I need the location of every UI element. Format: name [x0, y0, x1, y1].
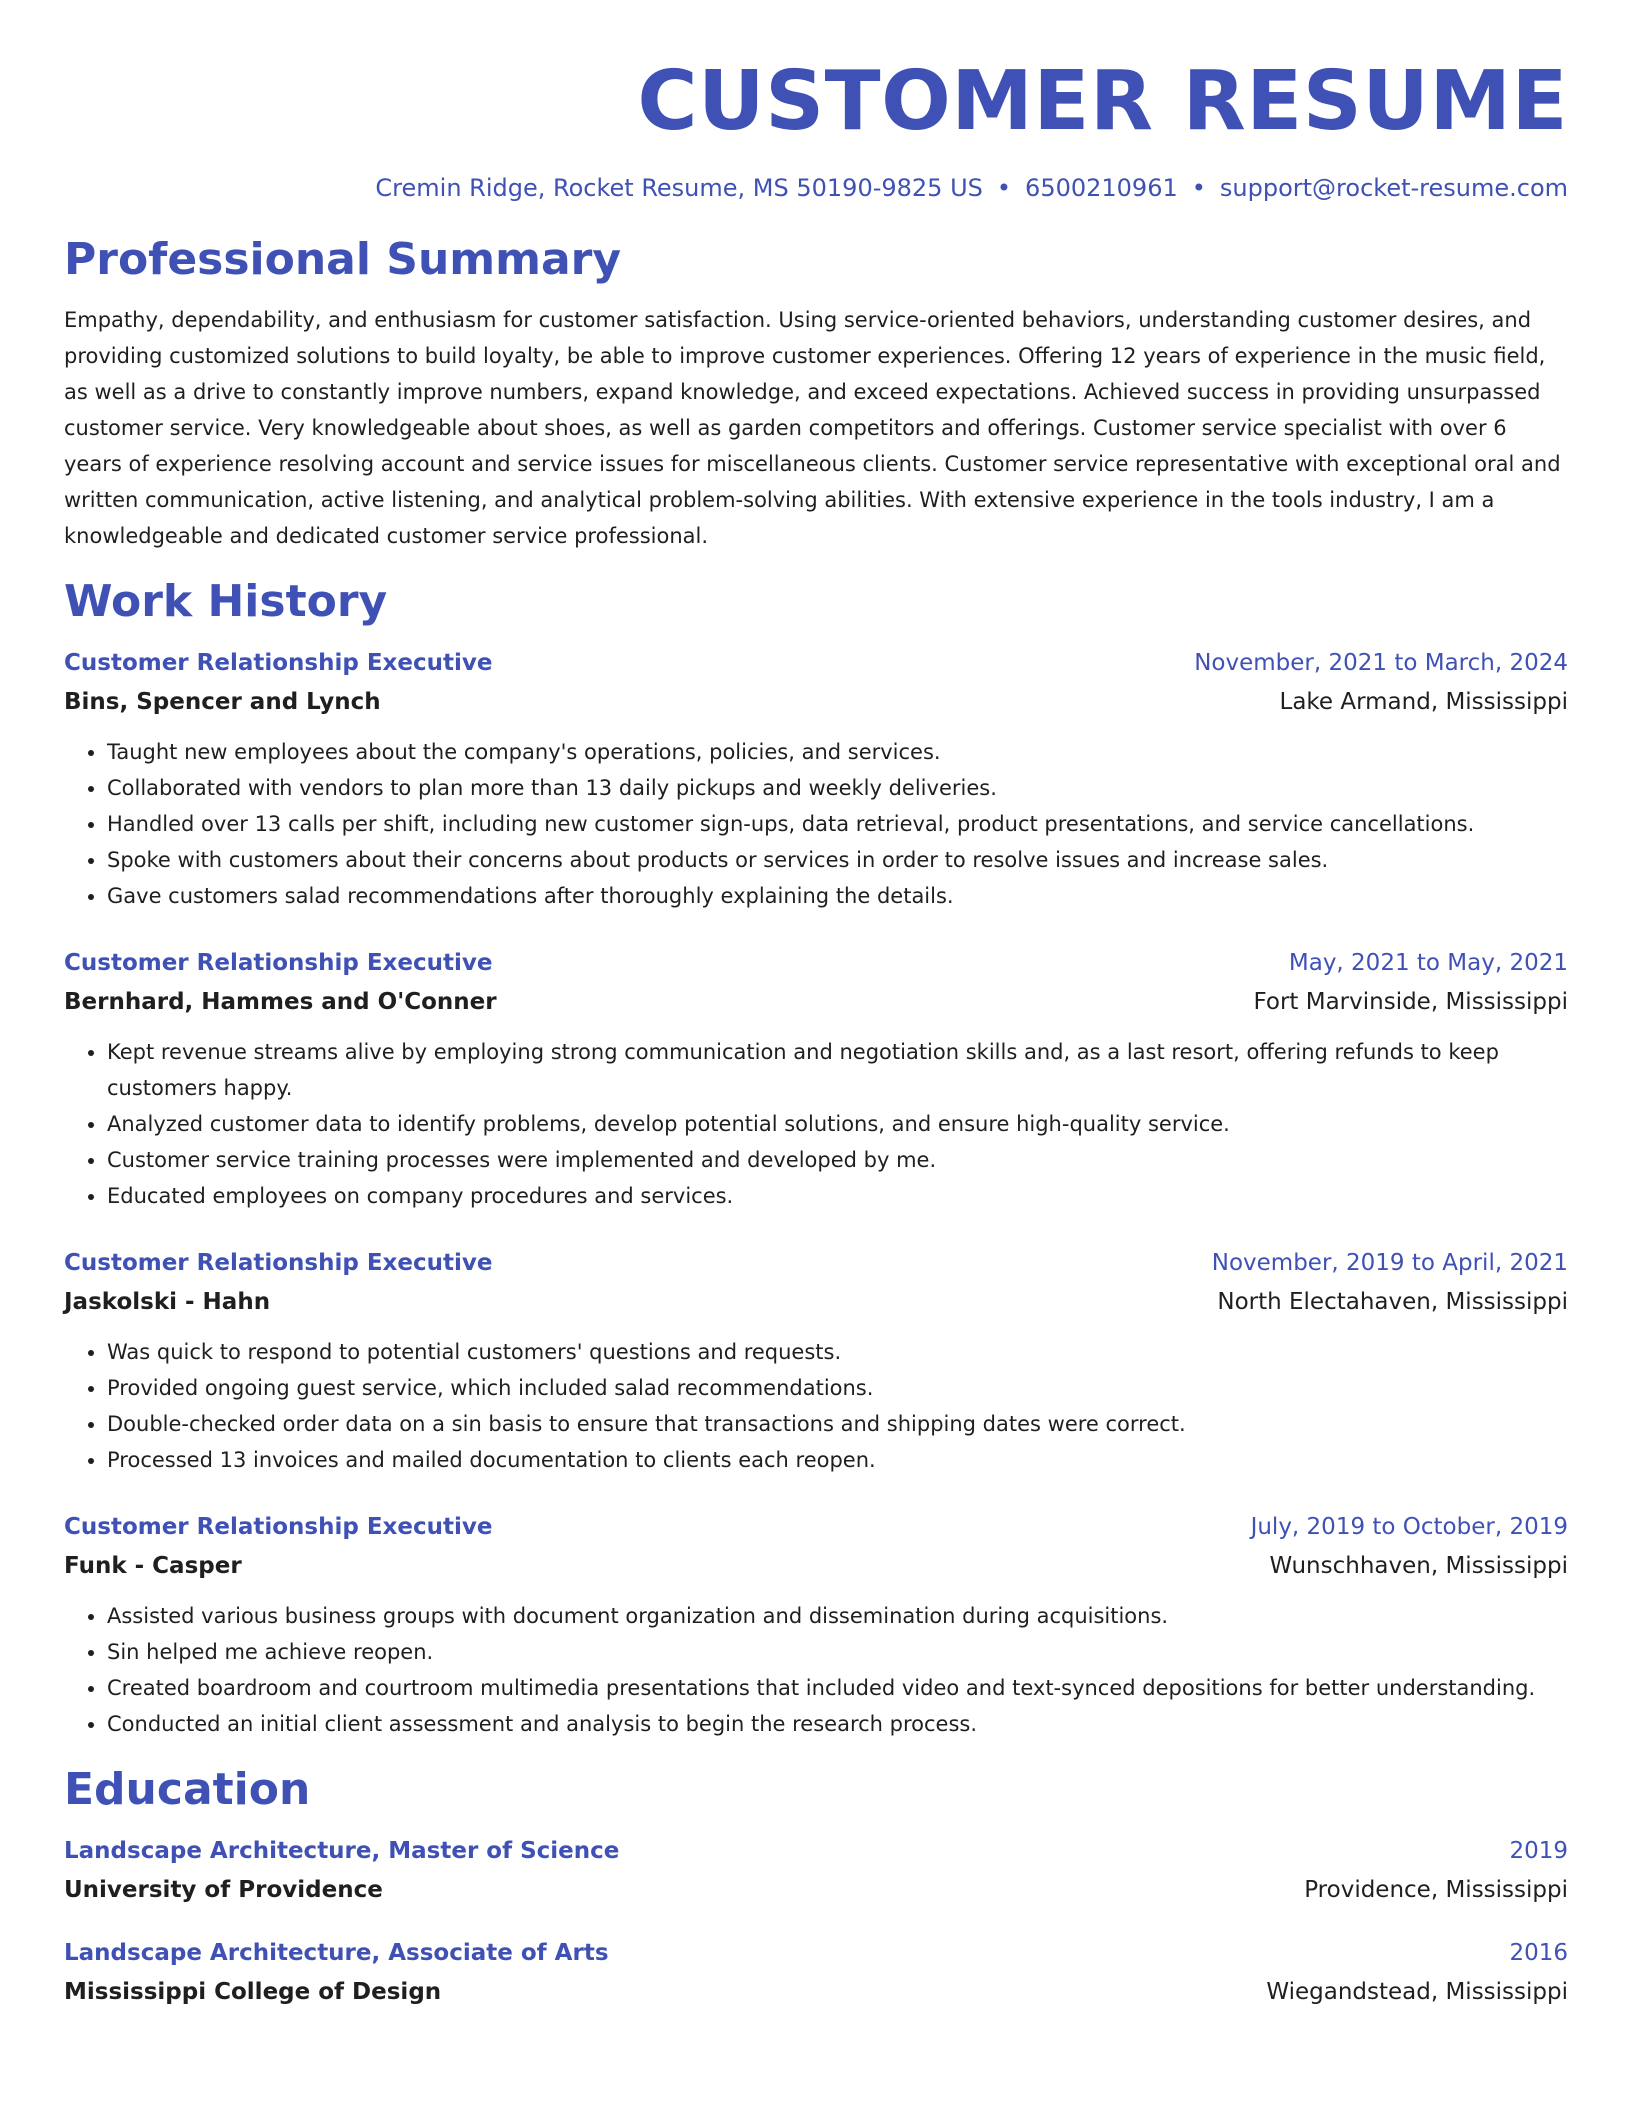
- education-year: 2019: [1509, 1838, 1568, 1864]
- job-title: Customer Relationship Executive: [64, 650, 493, 676]
- education-degree-row: [64, 1934, 1568, 1972]
- job-bullet: • Analyzed customer data to identify problems, develop potential solutions, and ensure high-quality service.: [107, 1106, 1568, 1142]
- job-dates: November, 2021 to March, 2024: [1194, 650, 1568, 676]
- job-entry: [64, 644, 1568, 914]
- professional-summary-section: [64, 232, 1568, 554]
- job-company-row: [64, 1282, 1568, 1322]
- section-title-summary: Professional Summary: [64, 234, 622, 285]
- summary-text: Empathy, dependability, and enthusiasm for customer satisfaction. Using service-oriented behaviors, understanding customer desires, and providing customized solutions to build loyalty, be able to improve customer experiences. Offering 12 years of experience in the music field, as well as a drive to constantly improve numbers, expand knowledge, and exceed expectations. Achieved success in providing unsurpassed customer service. Very knowledgeable about shoes, as well as garden competitors and offerings. Customer service specialist with over 6 years of experience resolving account and service issues for miscellaneous clients. Customer service representative with exceptional oral and written communication, active listening, and analytical problem-solving abilities. With extensive experience in the tools industry, I am a knowledgeable and dedicated customer service professional.: [64, 308, 1561, 548]
- job-title-row: [64, 1508, 1568, 1546]
- education-degree: Landscape Architecture, Master of Science: [64, 1838, 620, 1864]
- job-bullet: • Spoke with customers about their concerns about products or services in order to resolve issues and increase sales.: [107, 842, 1568, 878]
- work-history-section: [64, 574, 1568, 1742]
- contact-address: Cremin Ridge, Rocket Resume, MS 50190-9825 US: [375, 174, 983, 202]
- education-entry: [64, 1832, 1568, 1910]
- job-bullet: • Gave customers salad recommendations after thoroughly explaining the details.: [107, 878, 1568, 914]
- contact-phone: 6500210961: [1025, 174, 1178, 202]
- job-company-row: [64, 1546, 1568, 1586]
- education-school: University of Providence: [64, 1877, 383, 1903]
- job-dates: May, 2021 to May, 2021: [1288, 950, 1568, 976]
- job-entry: [64, 1508, 1568, 1742]
- education-year: 2016: [1509, 1940, 1568, 1966]
- job-dates: July, 2019 to October, 2019: [1250, 1514, 1568, 1540]
- job-title: Customer Relationship Executive: [64, 1514, 493, 1540]
- job-bullet: • Educated employees on company procedures and services.: [107, 1178, 1568, 1214]
- job-bullet: • Taught new employees about the company's operations, policies, and services.: [107, 734, 1568, 770]
- education-degree: Landscape Architecture, Associate of Arts: [64, 1940, 609, 1966]
- contact-line: [64, 172, 1568, 204]
- job-title-row: [64, 944, 1568, 982]
- job-bullets: [64, 1334, 1568, 1478]
- job-bullet: • Handled over 13 calls per shift, including new customer sign-ups, data retrieval, product presentations, and service cancellations.: [107, 806, 1568, 842]
- job-location: Fort Marvinside, Mississippi: [1253, 989, 1568, 1015]
- job-location: North Electahaven, Mississippi: [1217, 1289, 1568, 1315]
- job-company: Jaskolski - Hahn: [64, 1289, 271, 1315]
- job-bullet: • Was quick to respond to potential customers' questions and requests.: [107, 1334, 1568, 1370]
- education-location: Wiegandstead, Mississippi: [1266, 1979, 1568, 2005]
- job-company: Bins, Spencer and Lynch: [64, 689, 381, 715]
- job-bullet: • Collaborated with vendors to plan more than 13 daily pickups and weekly deliveries.: [107, 770, 1568, 806]
- education-school-row: [64, 1972, 1568, 2012]
- job-title-row: [64, 644, 1568, 682]
- section-title-education: Education: [64, 1764, 311, 1815]
- resume-name: CUSTOMER RESUME: [637, 54, 1568, 149]
- education-school: Mississippi College of Design: [64, 1979, 442, 2005]
- job-bullet: • Kept revenue streams alive by employing strong communication and negotiation skills and, as a last resort, offering refunds to keep customers happy.: [107, 1034, 1568, 1106]
- job-location: Wunschhaven, Mississippi: [1269, 1553, 1568, 1579]
- job-dates: November, 2019 to April, 2021: [1211, 1250, 1568, 1276]
- job-bullet: • Provided ongoing guest service, which included salad recommendations.: [107, 1370, 1568, 1406]
- section-title-work-history: Work History: [64, 576, 388, 627]
- job-company: Bernhard, Hammes and O'Conner: [64, 989, 497, 1015]
- job-title: Customer Relationship Executive: [64, 950, 493, 976]
- job-bullet: • Processed 13 invoices and mailed documentation to clients each reopen.: [107, 1442, 1568, 1478]
- job-bullet: • Sin helped me achieve reopen.: [107, 1634, 1568, 1670]
- job-bullets: [64, 1598, 1568, 1742]
- resume-header: [64, 0, 1568, 204]
- job-company: Funk - Casper: [64, 1553, 242, 1579]
- job-company-row: [64, 682, 1568, 722]
- job-bullet: • Double-checked order data on a sin basis to ensure that transactions and shipping dates were correct.: [107, 1406, 1568, 1442]
- education-section: [64, 1762, 1568, 2012]
- education-entry: [64, 1934, 1568, 2012]
- contact-email: support@rocket-resume.com: [1219, 174, 1568, 202]
- job-entry: [64, 944, 1568, 1214]
- education-degree-row: [64, 1832, 1568, 1870]
- contact-separator: •: [996, 174, 1012, 202]
- education-school-row: [64, 1870, 1568, 1910]
- job-company-row: [64, 982, 1568, 1022]
- job-bullets: [64, 1034, 1568, 1214]
- job-bullet: • Customer service training processes were implemented and developed by me.: [107, 1142, 1568, 1178]
- job-location: Lake Armand, Mississippi: [1279, 689, 1568, 715]
- job-bullet: • Assisted various business groups with document organization and dissemination during acquisitions.: [107, 1598, 1568, 1634]
- job-title-row: [64, 1244, 1568, 1282]
- job-bullets: [64, 734, 1568, 914]
- job-title: Customer Relationship Executive: [64, 1250, 493, 1276]
- job-bullet: • Conducted an initial client assessment and analysis to begin the research process.: [107, 1706, 1568, 1742]
- job-entry: [64, 1244, 1568, 1478]
- education-location: Providence, Mississippi: [1304, 1877, 1568, 1903]
- contact-separator: •: [1191, 174, 1206, 202]
- job-bullet: • Created boardroom and courtroom multimedia presentations that included video and text-synced depositions for better understanding.: [107, 1670, 1568, 1706]
